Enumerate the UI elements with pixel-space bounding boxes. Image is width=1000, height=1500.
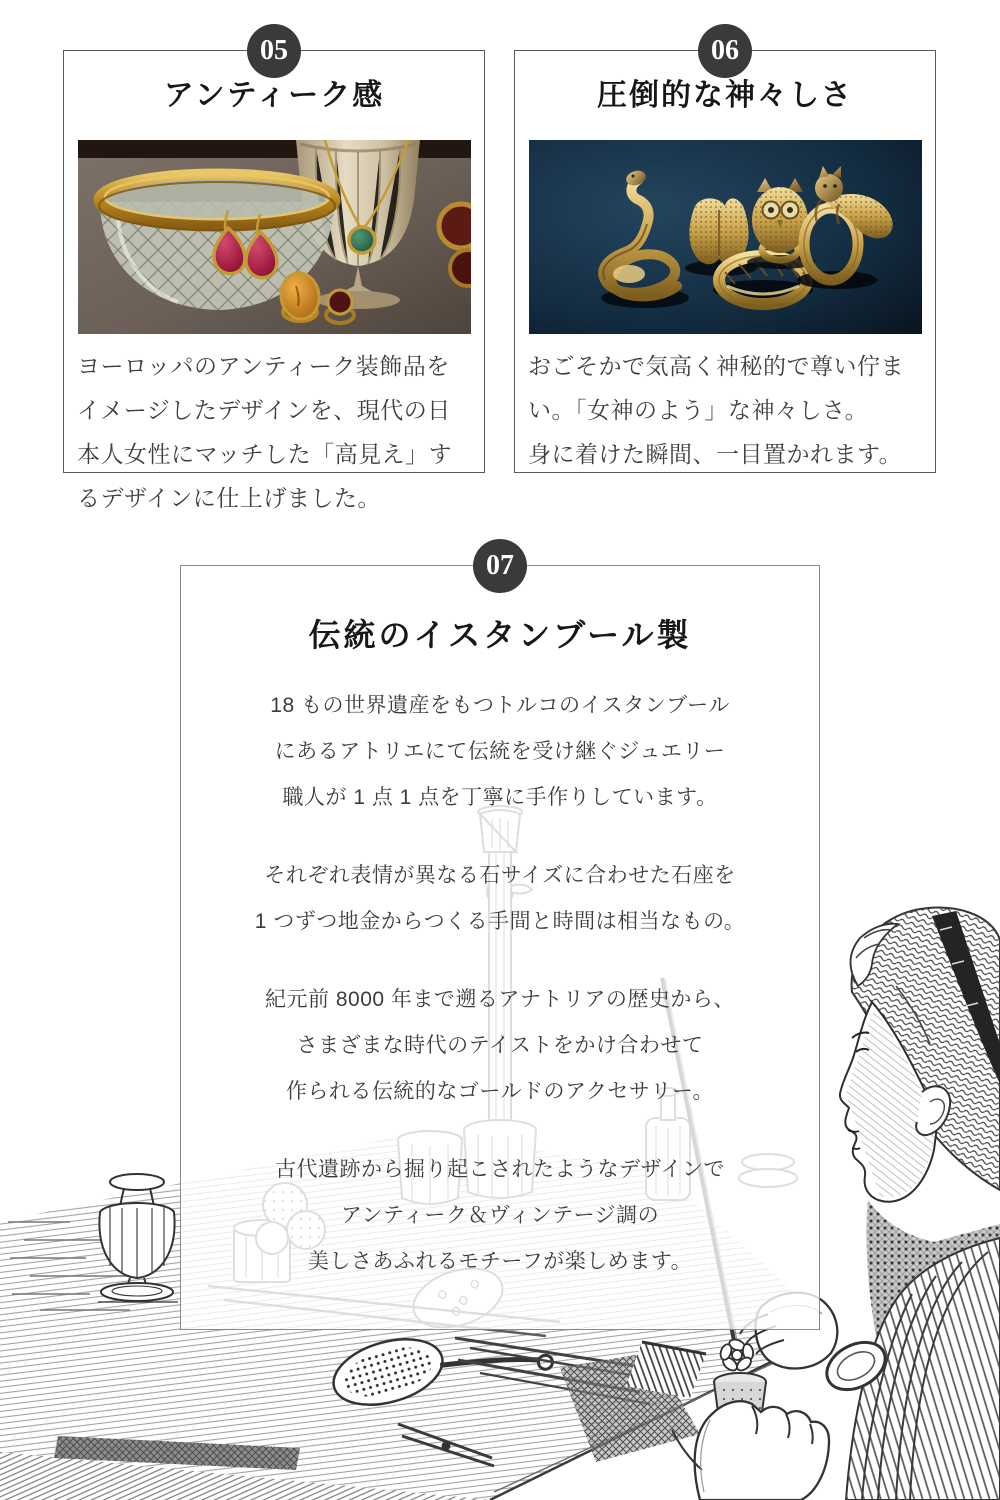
paragraph-line: 作られる伝統的なゴールドのアクセサリー。	[285, 1079, 715, 1103]
craft-paragraph-1	[181, 683, 819, 821]
gold-animal-rings-photo	[529, 140, 922, 334]
paragraph-line: さまざまな時代のテイストをかけ合わせて	[296, 1033, 704, 1057]
paragraph-line: 紀元前 8000 年まで遡るアナトリアの歴史から、	[265, 987, 735, 1011]
body-line: い。「女神のよう」な神々しさ。	[528, 396, 869, 423]
craft-card-istanbul	[180, 550, 820, 1330]
craft-paragraph-4	[181, 1147, 819, 1285]
card-body-text	[77, 344, 471, 520]
paragraph-line: それぞれ表情が異なる石サイズに合わせた石座を	[264, 863, 736, 887]
card-title: 伝統のイスタンブール製	[308, 617, 692, 653]
card-body-text	[528, 344, 922, 476]
card-number-badge	[698, 24, 752, 78]
paragraph-line: にあるアトリエにて伝統を受け継ぐジュエリー	[274, 739, 726, 763]
paragraph-line: 美しさあふれるモチーフが楽しめます。	[307, 1249, 693, 1273]
paragraph-line: アンティーク＆ヴィンテージ調の	[340, 1203, 660, 1227]
antique-jewelry-photo	[78, 140, 471, 334]
card-title: アンティーク感	[163, 79, 385, 112]
card-number: 07	[486, 550, 514, 581]
card-number-badge	[473, 539, 527, 593]
craft-paragraph-3	[181, 977, 819, 1115]
lower-hand	[672, 1401, 829, 1500]
craft-paragraph-2	[181, 853, 819, 945]
body-line: おごそかで気高く神秘的で尊い佇ま	[528, 352, 904, 379]
feature-card-antique	[63, 35, 485, 511]
feature-card-divine	[514, 35, 936, 473]
body-line: ヨーロッパのアンティーク装飾品を	[77, 352, 450, 379]
paragraph-line: 1 つずつ地金からつくる手間と時間は相当なもの。	[254, 909, 746, 933]
card-number: 05	[260, 35, 288, 66]
card-number-badge	[247, 24, 301, 78]
body-line: 身に着けた瞬間、一目置かれます。	[528, 440, 903, 467]
paragraph-line: 職人が 1 点 1 点を丁寧に手作りしています。	[282, 785, 718, 809]
body-line: 本人女性にマッチした「高見え」す	[77, 440, 453, 467]
body-line: イメージしたデザインを、現代の日	[77, 396, 451, 423]
card-title: 圧倒的な神々しさ	[597, 79, 853, 112]
paragraph-line: 18 もの世界遺産をもつトルコのイスタンブール	[270, 693, 730, 717]
paragraph-line: 古代遺跡から掘り起こされたようなデザインで	[274, 1157, 726, 1181]
card-number: 06	[711, 35, 739, 66]
body-line: るデザインに仕上げました。	[77, 484, 381, 511]
